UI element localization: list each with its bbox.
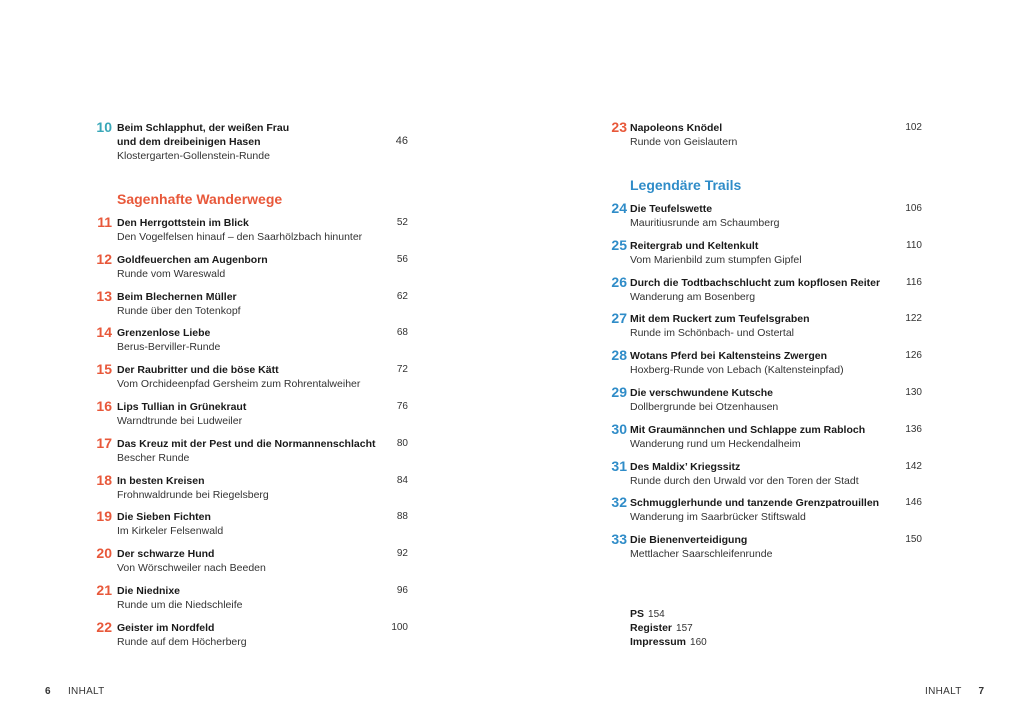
entry-page: 130 [905,387,922,398]
entry-page: 52 [396,217,408,228]
entry-title: Die Sieben Fichten [117,511,211,524]
entry-title: Mit dem Ruckert zum Teufelsgraben [630,313,810,326]
entry-number: 21 [96,582,112,598]
entry-page: 142 [905,460,922,472]
entry-title: Lips Tullian in Grünekraut [117,401,247,413]
footer-left [45,686,105,698]
entry-title: Die Teufelswette [630,203,713,215]
entry-subtitle: Dollbergrunde bei Otzenhausen [630,401,779,413]
entry-subtitle: Klostergarten-Gollenstein-Runde [117,150,270,162]
entry-subtitle: Runde um die Niedschleife [117,599,243,611]
entry-title: Schmugglerhunde und tanzende Grenzpatrouillen [630,497,880,510]
entry-number: 20 [96,545,112,562]
entry-title: Der schwarze Hund [117,548,215,561]
entry-page: 80 [396,437,408,449]
entry-title: Reitergrab und Keltenkult [630,239,759,252]
entry-page: 126 [905,350,922,362]
entry-subtitle: Mauritiusrunde am Schaumberg [630,217,780,229]
extra-label: Register [630,622,673,634]
extra-ps[interactable] [630,607,665,622]
entry-subtitle: Warndtrunde bei Ludweiler [117,415,243,427]
entry-subtitle: Im Kirkeler Felsenwald [117,525,224,538]
footer-right [925,686,984,698]
entry-page: 84 [396,474,408,486]
entry-number: 10 [96,119,112,135]
extra-register[interactable] [630,621,693,636]
entry-page: 150 [905,534,922,546]
entry-number: 12 [96,250,112,267]
extra-page: 154 [648,609,665,620]
entry-title: Grenzenlose Liebe [117,327,211,340]
entry-page: 146 [905,497,922,509]
entry-number: 19 [96,508,112,525]
entry-number: 28 [611,347,627,364]
entry-subtitle: Wanderung rund um Heckendalheim [630,437,801,450]
entry-subtitle: Runde auf dem Höcherberg [117,635,247,648]
entry-page: 92 [396,548,408,560]
entry-subtitle: Runde vom Wareswald [117,267,226,280]
entry-title: Beim Blechernen Müller [117,290,237,303]
entry-number: 25 [611,236,627,253]
entry-subtitle: Von Wörschweiler nach Beeden [117,562,266,575]
entry-page: 102 [905,122,922,133]
entry-title: Mit Graumännchen und Schlappe zum Rabloch [630,423,866,436]
entry-number: 33 [611,531,627,548]
entry-number: 23 [611,119,627,135]
entry-number: 15 [96,361,112,378]
entry-page: 88 [396,511,408,523]
entry-page: 110 [906,239,922,251]
entry-title: Die Bienenverteidigung [630,534,748,547]
entry-page: 62 [396,290,408,302]
entry-page: 46 [395,135,408,147]
entry-title: Die Niednixe [117,585,181,597]
entry-subtitle: Vom Marienbild zum stumpfen Gipfel [630,253,802,266]
footer-label: INHALT [925,686,962,697]
entry-page: 122 [905,313,922,325]
entry-subtitle: Wanderung im Saarbrücker Stiftswald [630,511,806,524]
extra-page: 157 [676,623,693,634]
entry-title: Den Herrgottstein im Blick [117,217,249,229]
entry-number: 24 [611,200,627,216]
entry-number: 22 [96,618,112,635]
entry-title-line2: und dem dreibeinigen Hasen [117,136,261,148]
entry-subtitle: Vom Orchideenpfad Gersheim zum Rohrentalweiher [117,378,361,391]
entry-subtitle: Hoxberg-Runde von Lebach (Kaltensteinpfad) [630,364,844,377]
entry-subtitle: Mettlacher Saarschleifenrunde [630,548,773,561]
entry-page: 72 [396,364,408,376]
entry-number: 13 [96,287,112,304]
section-title-sagenhafte: Sagenhafte Wanderwege [117,191,283,207]
entry-title: Goldfeuerchen am Augenborn [117,253,268,266]
entry-subtitle: Frohnwaldrunde bei Riegelsberg [117,488,269,501]
entry-page: 116 [906,276,922,288]
entry-subtitle: Runde über den Totenkopf [117,304,241,317]
entry-page: 56 [396,253,408,265]
entry-number: 29 [611,384,627,400]
entry-number: 30 [611,420,627,437]
entry-title: Napoleons Knödel [630,122,723,134]
entry-subtitle: Bescher Runde [117,451,190,464]
entry-number: 18 [96,471,112,488]
extra-label: PS [630,608,645,620]
entry-number: 31 [611,457,627,474]
entry-page: 76 [396,401,408,412]
entry-page: 106 [905,203,922,214]
footer-label: INHALT [67,686,105,697]
entry-title: Beim Schlapphut, der weißen Frau [117,122,290,134]
entry-title: Die verschwundene Kutsche [630,387,773,399]
entry-subtitle: Runde von Geislautern [630,136,738,148]
entry-title: Durch die Todtbachschlucht zum kopflosen Reiter [630,276,881,289]
entry-page: 136 [905,423,922,435]
entry-title: In besten Kreisen [117,474,205,487]
entry-subtitle: Runde im Schönbach- und Ostertal [630,327,795,340]
entry-number: 17 [96,434,112,451]
entry-title: Des Maldix’ Kriegssitz [630,460,741,473]
entry-subtitle: Runde durch den Urwald vor den Toren der Stadt [630,474,859,487]
entry-title: Das Kreuz mit der Pest und die Normannenschlacht [117,437,376,450]
page-number: 7 [978,686,985,697]
page-number: 6 [45,686,51,697]
entry-number: 27 [611,310,627,327]
entry-page: 100 [391,621,408,633]
extra-page: 160 [690,637,707,648]
entry-number: 11 [97,214,112,230]
entry-number: 26 [611,273,627,290]
entry-subtitle: Berus-Berviller-Runde [117,341,221,354]
extra-label: Impressum [630,636,687,648]
entry-title: Der Raubritter und die böse Kätt [117,364,279,377]
section-title-legendaere: Legendäre Trails [630,177,742,193]
entry-subtitle: Wanderung am Bosenberg [630,290,756,303]
entry-number: 16 [96,398,112,414]
entry-title: Geister im Nordfeld [117,621,215,634]
entry-number: 14 [96,324,112,341]
entry-title: Wotans Pferd bei Kaltensteins Zwergen [630,350,828,363]
entry-page: 68 [396,327,408,339]
entry-number: 32 [611,494,627,511]
entry-subtitle: Den Vogelfelsen hinauf – den Saarhölzbach hinunter [117,231,363,243]
entry-page: 96 [396,585,408,596]
right-page [510,0,1020,726]
extra-impressum[interactable] [630,635,707,650]
